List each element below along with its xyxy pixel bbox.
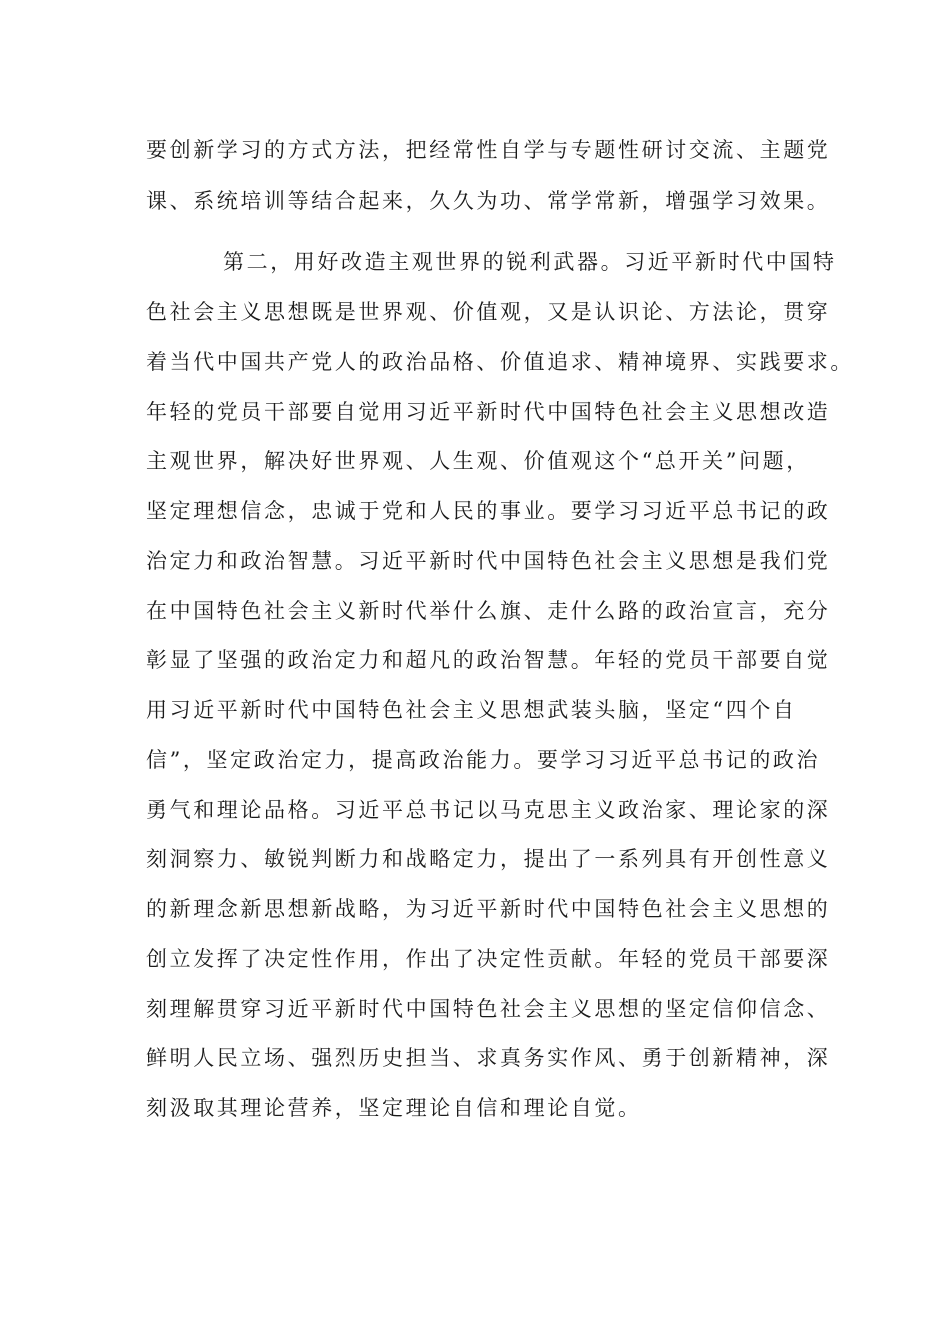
text-line: 刻理解贯穿习近平新时代中国特色社会主义思想的坚定信仰信念、: [146, 997, 831, 1021]
text-line: 在中国特色社会主义新时代举什么旗、走什么路的政治宣言，充分: [146, 599, 831, 623]
text-line: 鲜明人民立场、强烈历史担当、求真务实作风、勇于创新精神，深: [146, 1046, 831, 1070]
text-line: 主观世界，解决好世界观、人生观、价值观这个“总开关”问题，: [146, 449, 810, 473]
text-line: 课、系统培训等结合起来，久久为功、常学常新，增强学习效果。: [146, 189, 831, 213]
text-line: 坚定理想信念，忠诚于党和人民的事业。要学习习近平总书记的政: [146, 499, 831, 523]
paragraph-first-line: 第二，用好改造主观世界的锐利武器。习近平新时代中国特: [223, 250, 837, 274]
text-line: 刻洞察力、敏锐判断力和战略定力，提出了一系列具有开创性意义: [146, 847, 831, 871]
text-line: 的新理念新思想新战略，为习近平新时代中国特色社会主义思想的: [146, 897, 831, 921]
text-line: 年轻的党员干部要自觉用习近平新时代中国特色社会主义思想改造: [146, 400, 831, 424]
text-line: 彰显了坚强的政治定力和超凡的政治智慧。年轻的党员干部要自觉: [146, 648, 831, 672]
text-line: 色社会主义思想既是世界观、价值观，又是认识论、方法论，贯穿: [146, 300, 831, 324]
text-line: 要创新学习的方式方法，把经常性自学与专题性研讨交流、主题党: [146, 138, 831, 162]
text-line: 用习近平新时代中国特色社会主义思想武装头脑，坚定“四个自: [146, 698, 797, 722]
text-line: 刻汲取其理论营养，坚定理论自信和理论自觉。: [146, 1096, 642, 1120]
text-line: 创立发挥了决定性作用，作出了决定性贡献。年轻的党员干部要深: [146, 947, 831, 971]
text-line: 治定力和政治智慧。习近平新时代中国特色社会主义思想是我们党: [146, 549, 831, 573]
text-line: 勇气和理论品格。习近平总书记以马克思主义政治家、理论家的深: [146, 798, 831, 822]
text-line: 信”，坚定政治定力，提高政治能力。要学习习近平总书记的政治: [146, 748, 821, 772]
text-line: 着当代中国共产党人的政治品格、价值追求、精神境界、实践要求。: [146, 350, 854, 374]
